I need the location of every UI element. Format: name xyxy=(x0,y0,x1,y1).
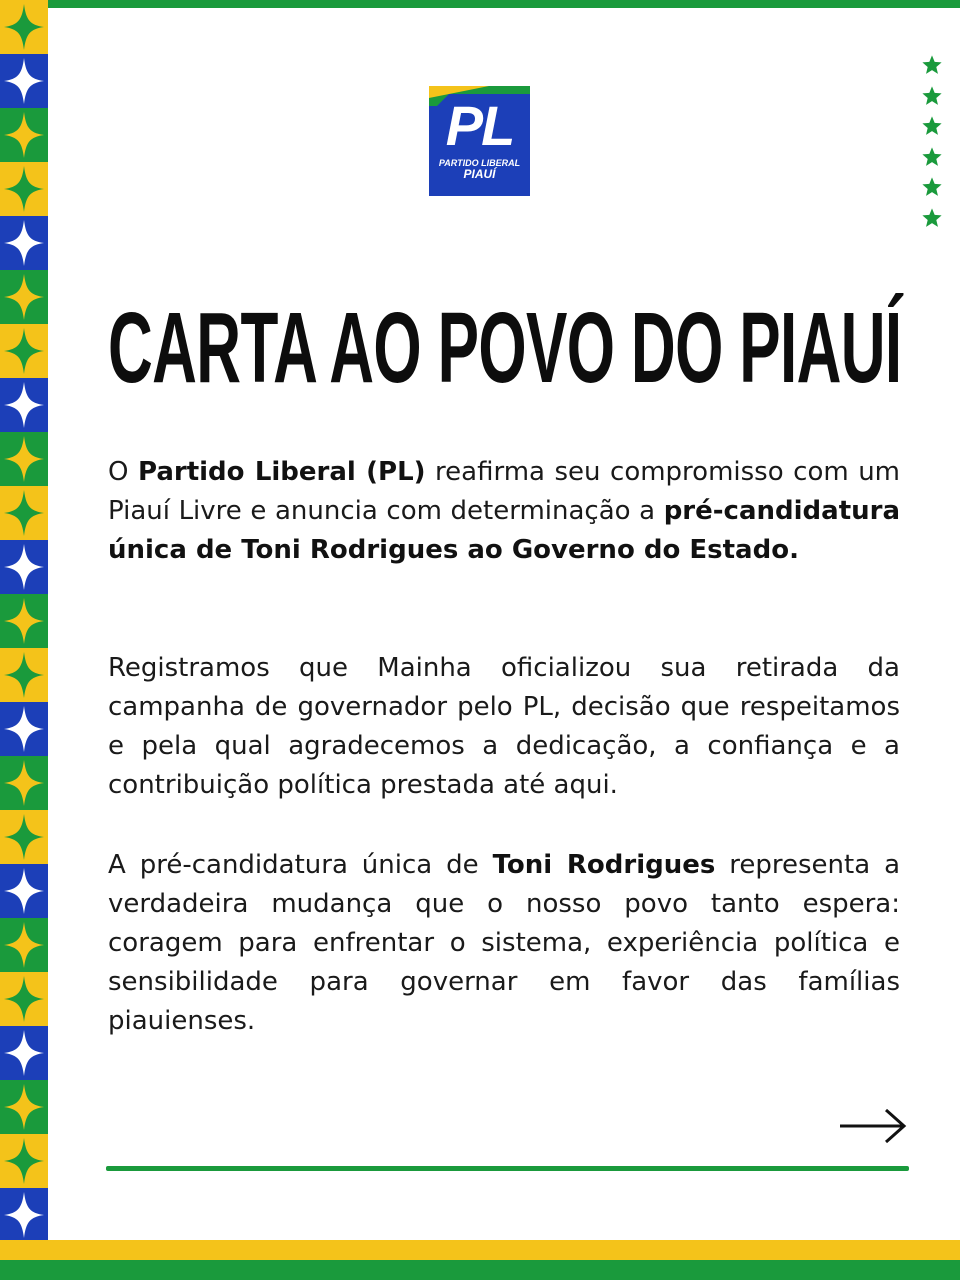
star-icon xyxy=(921,54,943,76)
diamond-star-icon xyxy=(0,756,48,810)
logo-state-name: PIAUÍ xyxy=(463,167,496,181)
diamond-star-icon xyxy=(0,0,48,54)
diamond-star-icon xyxy=(0,810,48,864)
paragraph-1 xyxy=(108,453,900,570)
bottom-flag-band xyxy=(0,1240,960,1280)
diamond-star-icon xyxy=(0,432,48,486)
diamond-star-icon xyxy=(0,1080,48,1134)
page-title: CARTA AO POVO DO PIAUÍ xyxy=(108,292,902,404)
paragraph-3-text-a: A pré-candidatura única de xyxy=(108,850,493,880)
bottom-yellow-stripe xyxy=(0,1240,960,1260)
diamond-star-icon xyxy=(0,378,48,432)
star-icon xyxy=(921,146,943,168)
diamond-star-icon xyxy=(0,486,48,540)
star-icon xyxy=(921,176,943,198)
arrow-right-icon[interactable] xyxy=(838,1104,908,1148)
paragraph-3 xyxy=(108,846,900,1041)
diamond-star-icon xyxy=(0,1188,48,1242)
diamond-star-icon xyxy=(0,216,48,270)
star-icon xyxy=(921,207,943,229)
star-icon xyxy=(921,85,943,107)
bottom-green-stripe xyxy=(0,1260,960,1280)
logo-party-name: PARTIDO LIBERAL xyxy=(438,158,521,168)
diamond-star-icon xyxy=(0,162,48,216)
decorative-stars xyxy=(921,54,945,238)
paragraph-2 xyxy=(108,649,900,805)
diamond-star-icon xyxy=(0,54,48,108)
paragraph-3-bold: Toni Rodrigues xyxy=(492,850,716,880)
diamond-star-icon xyxy=(0,702,48,756)
diamond-star-icon xyxy=(0,648,48,702)
diamond-star-icon xyxy=(0,108,48,162)
diamond-star-icon xyxy=(0,918,48,972)
paragraph-1-text-b: reafirma seu compromisso com um Piauí Livre e anuncia com determinação a xyxy=(108,457,900,526)
paragraph-1-bold-b: pré-candidatura única de Toni Rodrigues ao Governo do Estado. xyxy=(108,496,900,565)
logo-initials: PL xyxy=(445,94,514,157)
pl-piaui-logo xyxy=(429,86,530,196)
paragraph-1-bold-a: Partido Liberal (PL) xyxy=(137,457,426,487)
diamond-star-icon xyxy=(0,864,48,918)
paragraph-2-text: Registramos que Mainha oficializou sua retirada da campanha de governador pelo PL, decisão que respeitamos e pela qual agradecemos a dedicação, a confiança e a contribuição política prestada até aqui. xyxy=(108,653,900,800)
star-icon xyxy=(921,115,943,137)
diamond-star-icon xyxy=(0,972,48,1026)
paragraph-3-text-b: representa a verdadeira mudança que o nosso povo tanto espera: coragem para enfrentar o sistema, experiência política e sensibilidade para governar em favor das famílias piauienses. xyxy=(108,850,901,1036)
top-green-bar xyxy=(0,0,960,8)
decorative-flag-strip xyxy=(0,0,48,1280)
diamond-star-icon xyxy=(0,270,48,324)
diamond-star-icon xyxy=(0,324,48,378)
diamond-star-icon xyxy=(0,594,48,648)
bottom-divider xyxy=(106,1166,909,1171)
diamond-star-icon xyxy=(0,540,48,594)
diamond-star-icon xyxy=(0,1026,48,1080)
paragraph-1-text-a: O xyxy=(108,457,138,487)
diamond-star-icon xyxy=(0,1134,48,1188)
